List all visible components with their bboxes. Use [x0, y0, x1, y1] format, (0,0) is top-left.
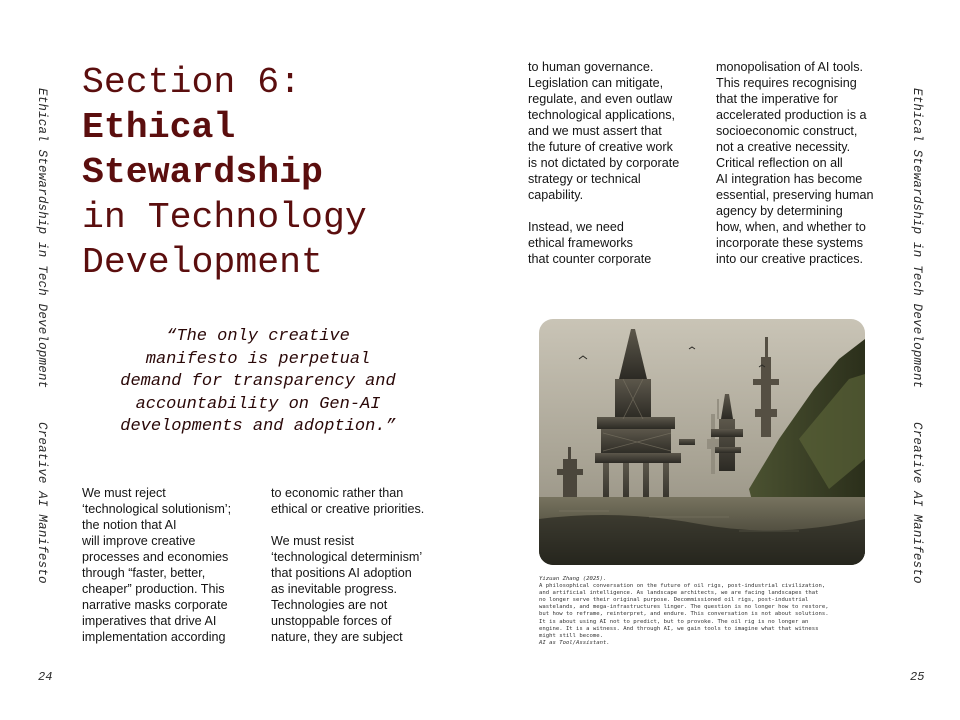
section-title — [82, 60, 452, 285]
caption-line: wastelands, and mega-infrastructures linger. The question is no longer how to restore, — [539, 604, 829, 611]
title-line: Ethical — [82, 107, 236, 148]
text-line: unstoppable forces of — [271, 614, 392, 628]
text-line: the future of creative work — [528, 140, 673, 154]
body-column-1 — [82, 485, 257, 645]
text-line: Legislation can mitigate, — [528, 76, 664, 90]
page-number: 25 — [910, 670, 925, 684]
text-line: socioeconomic construct, — [716, 124, 858, 138]
text-line: Instead, we need — [528, 220, 624, 234]
text-line: that the imperative for — [716, 92, 838, 106]
caption-author: Yizuan Zhang (2025). — [539, 576, 607, 582]
title-line: in Technology — [82, 197, 367, 238]
oil-rig-illustration — [539, 319, 865, 565]
text-line: Technologies are not — [271, 598, 388, 612]
text-line: We must resist — [271, 534, 355, 548]
text-line: AI integration has become — [716, 172, 863, 186]
caption-line: It is about using AI not to predict, but to provoke. The oil rig is no longer an — [539, 618, 809, 625]
text-line: the notion that AI — [82, 518, 177, 532]
caption-line: A philosophical conversation on the future of oil rigs, post-industrial civilization, — [539, 583, 826, 590]
text-line: narrative masks corporate — [82, 598, 228, 612]
text-line: ‘technological determinism’ — [271, 550, 423, 564]
body-column-3 — [528, 59, 700, 267]
text-line: is not dictated by corporate — [528, 156, 680, 170]
text-line: This requires recognising — [716, 76, 857, 90]
text-line: processes and economies — [82, 550, 229, 564]
caption-line: no longer serve their original purpose. Decommissioned oil rigs, post-industrial — [539, 597, 809, 604]
text-line: that counter corporate — [528, 252, 652, 266]
text-line: incorporate these systems — [716, 236, 863, 250]
image-caption — [539, 576, 869, 647]
quote-line: manifesto is perpetual — [145, 349, 371, 369]
quote-line: demand for transparency and — [120, 372, 396, 391]
body-column-4 — [716, 59, 886, 267]
caption-line: engine. It is a witness. And through AI, we gain tools to imagine what that witness — [539, 625, 819, 632]
text-line: as inevitable progress. — [271, 582, 398, 596]
text-line: monopolisation of AI tools. — [716, 60, 864, 74]
running-footer: Creative AI Manifesto — [35, 422, 49, 584]
text-line: imperatives that drive AI — [82, 614, 217, 628]
text-line: ‘technological solutionism’; — [82, 502, 232, 516]
pull-quote — [92, 326, 424, 439]
text-line: We must reject — [82, 486, 166, 500]
running-footer: Creative AI Manifesto — [910, 422, 924, 584]
title-line: Section 6: — [82, 62, 302, 103]
page-number: 24 — [38, 670, 53, 684]
text-line: through “faster, better, — [82, 566, 206, 580]
text-line: capability. — [528, 188, 584, 202]
text-line: technological applications, — [528, 108, 676, 122]
text-line: strategy or technical — [528, 172, 641, 186]
caption-line: and artificial intelligence. As landscape architects, we are facing landscapes that — [539, 590, 819, 597]
running-header: Ethical Stewardship in Tech Development — [910, 88, 924, 389]
text-line: cheaper” production. This — [82, 582, 225, 596]
text-line: nature, they are subject — [271, 630, 403, 644]
text-line: to economic rather than — [271, 486, 404, 500]
quote-line: accountability on Gen-AI — [135, 394, 381, 414]
caption-line: might still become. — [539, 632, 603, 639]
text-line: regulate, and even outlaw — [528, 92, 673, 106]
caption-line: but how to reframe, reinterpret, and endure. This conversation is not about solutions. — [539, 611, 829, 618]
text-line: accelerated production is a — [716, 108, 867, 122]
quote-line: “The only creative — [166, 327, 350, 346]
text-line: how, when, and whether to — [716, 220, 866, 234]
body-column-2 — [271, 485, 461, 645]
text-line: not a creative necessity. — [716, 140, 851, 154]
text-line: that positions AI adoption — [271, 566, 412, 580]
text-line: will improve creative — [82, 534, 196, 548]
text-line: ethical frameworks — [528, 236, 633, 250]
quote-line: developments and adoption.” — [120, 417, 396, 436]
text-line: agency by determining — [716, 204, 843, 218]
text-line: essential, preserving human — [716, 188, 874, 202]
text-line: Critical reflection on all — [716, 156, 843, 170]
text-line: ethical or creative priorities. — [271, 502, 425, 516]
title-line: Development — [82, 242, 323, 283]
text-line: into our creative practices. — [716, 252, 863, 266]
text-line: implementation according — [82, 630, 226, 644]
running-header: Ethical Stewardship in Tech Development — [35, 88, 49, 389]
caption-tool: AI as Tool/Assistant. — [539, 639, 610, 646]
text-line: and we must assert that — [528, 124, 662, 138]
text-line: to human governance. — [528, 60, 654, 74]
title-line: Stewardship — [82, 152, 323, 193]
